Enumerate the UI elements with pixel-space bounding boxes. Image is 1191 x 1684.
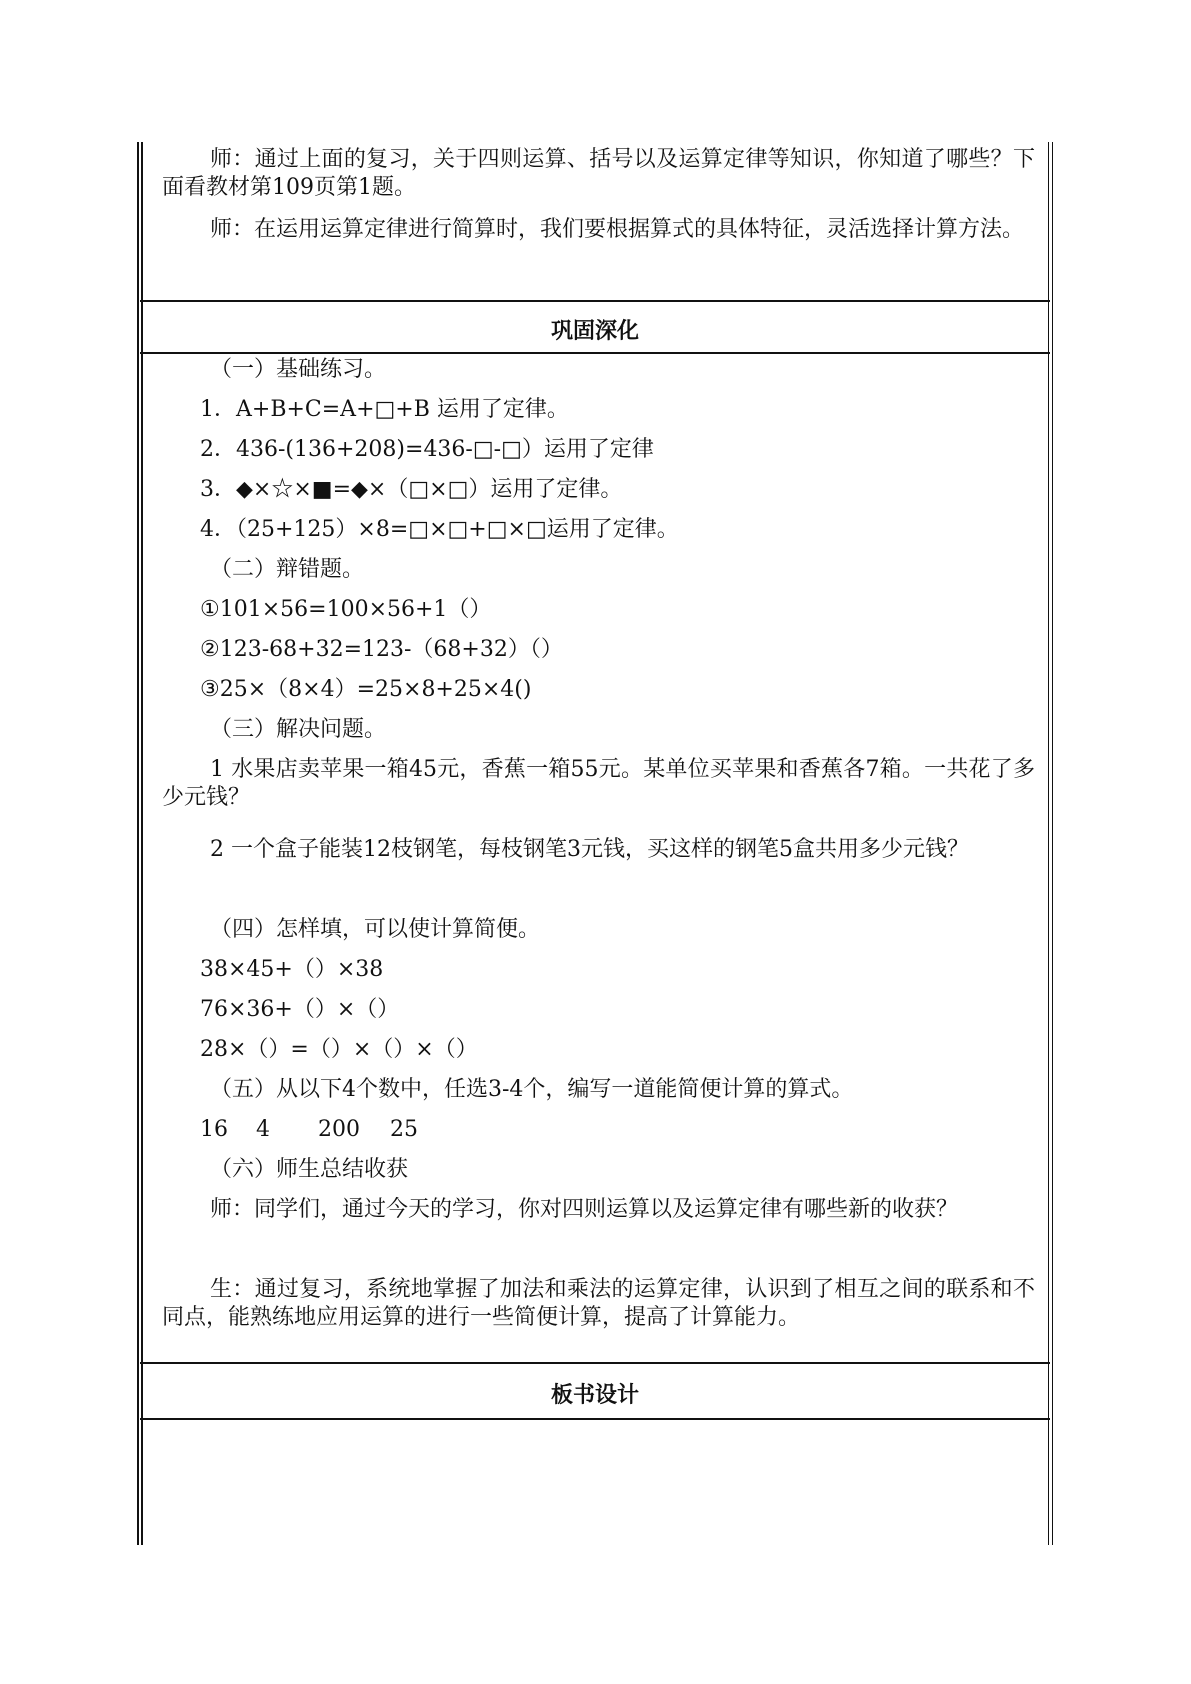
error-item-2: ②123-68+32=123-（68+32）（） (200, 637, 563, 662)
row-divider (140, 300, 1050, 302)
summary-student: 生：通过复习，系统地掌握了加法和乘法的运算定律，认识到了相互之间的联系和不同点，能熟练地应用运算的进行一些简便计算，提高了计算能力。 (162, 1277, 1035, 1330)
basic-item-4: 4．（25+125）×8=□×□+□×□运用了定律。 (200, 517, 679, 542)
section-heading-board-design: 板书设计 (550, 1383, 639, 1408)
basic-item-3: 3．◆×☆×■=◆×（□×□）运用了定律。 (200, 477, 623, 502)
summary-teacher: 师：同学们，通过今天的学习，你对四则运算以及运算定律有哪些新的收获？ (210, 1197, 959, 1222)
numbers-row (200, 1116, 1035, 1144)
row-divider (140, 352, 1050, 354)
number-4: 25 (390, 1117, 418, 1142)
basic-item-2: 2．436-(136+208)=436-□-□）运用了定律 (200, 437, 654, 462)
table-border-left-outer (137, 142, 139, 1545)
error-title: （二）辩错题。 (210, 557, 365, 582)
error-item-3: ③25×（8×4）=25×8+25×4() (200, 677, 532, 702)
fill-title: （四）怎样填，可以使计算简便。 (210, 917, 541, 942)
lesson-plan-table (137, 142, 1053, 1545)
row-divider (140, 1362, 1050, 1364)
basic-item-1: 1．A+B+C=A+□+B 运用了定律。 (200, 397, 569, 422)
fill-item-2: 76×36+（）×（） (200, 997, 400, 1022)
solve-item-2: 2 一个盒子能装12枝钢笔，每枝钢笔3元钱，买这样的钢笔5盒共用多少元钱？ (210, 837, 969, 862)
row-divider (140, 1418, 1050, 1420)
number-2: 4 (256, 1117, 270, 1142)
basic-practice-title: （一）基础练习。 (210, 357, 387, 382)
table-border-right-outer (1052, 142, 1054, 1545)
section-heading-consolidate: 巩固深化 (550, 319, 639, 344)
number-3: 200 (318, 1117, 360, 1142)
fill-item-3: 28×（）=（）×（）×（） (200, 1037, 478, 1062)
solve-item-1: 1 水果店卖苹果一箱45元，香蕉一箱55元。某单位买苹果和香蕉各7箱。一共花了多少元钱？ (162, 757, 1035, 810)
compose-title: （五）从以下4个数中，任选3-4个，编写一道能简便计算的算式。 (210, 1077, 854, 1102)
summary-title: （六）师生总结收获 (210, 1157, 409, 1182)
error-item-1: ①101×56=100×56+1（） (200, 597, 492, 622)
intro-paragraph-1: 师：通过上面的复习，关于四则运算、括号以及运算定律等知识，你知道了哪些？下面看教材第109页第1题。 (162, 147, 1035, 200)
fill-item-1: 38×45+（）×38 (200, 957, 384, 982)
solve-title: （三）解决问题。 (210, 717, 387, 742)
intro-paragraph-2: 师：在运用运算定律进行简算时，我们要根据算式的具体特征，灵活选择计算方法。 (210, 217, 1025, 242)
number-1: 16 (200, 1117, 228, 1142)
